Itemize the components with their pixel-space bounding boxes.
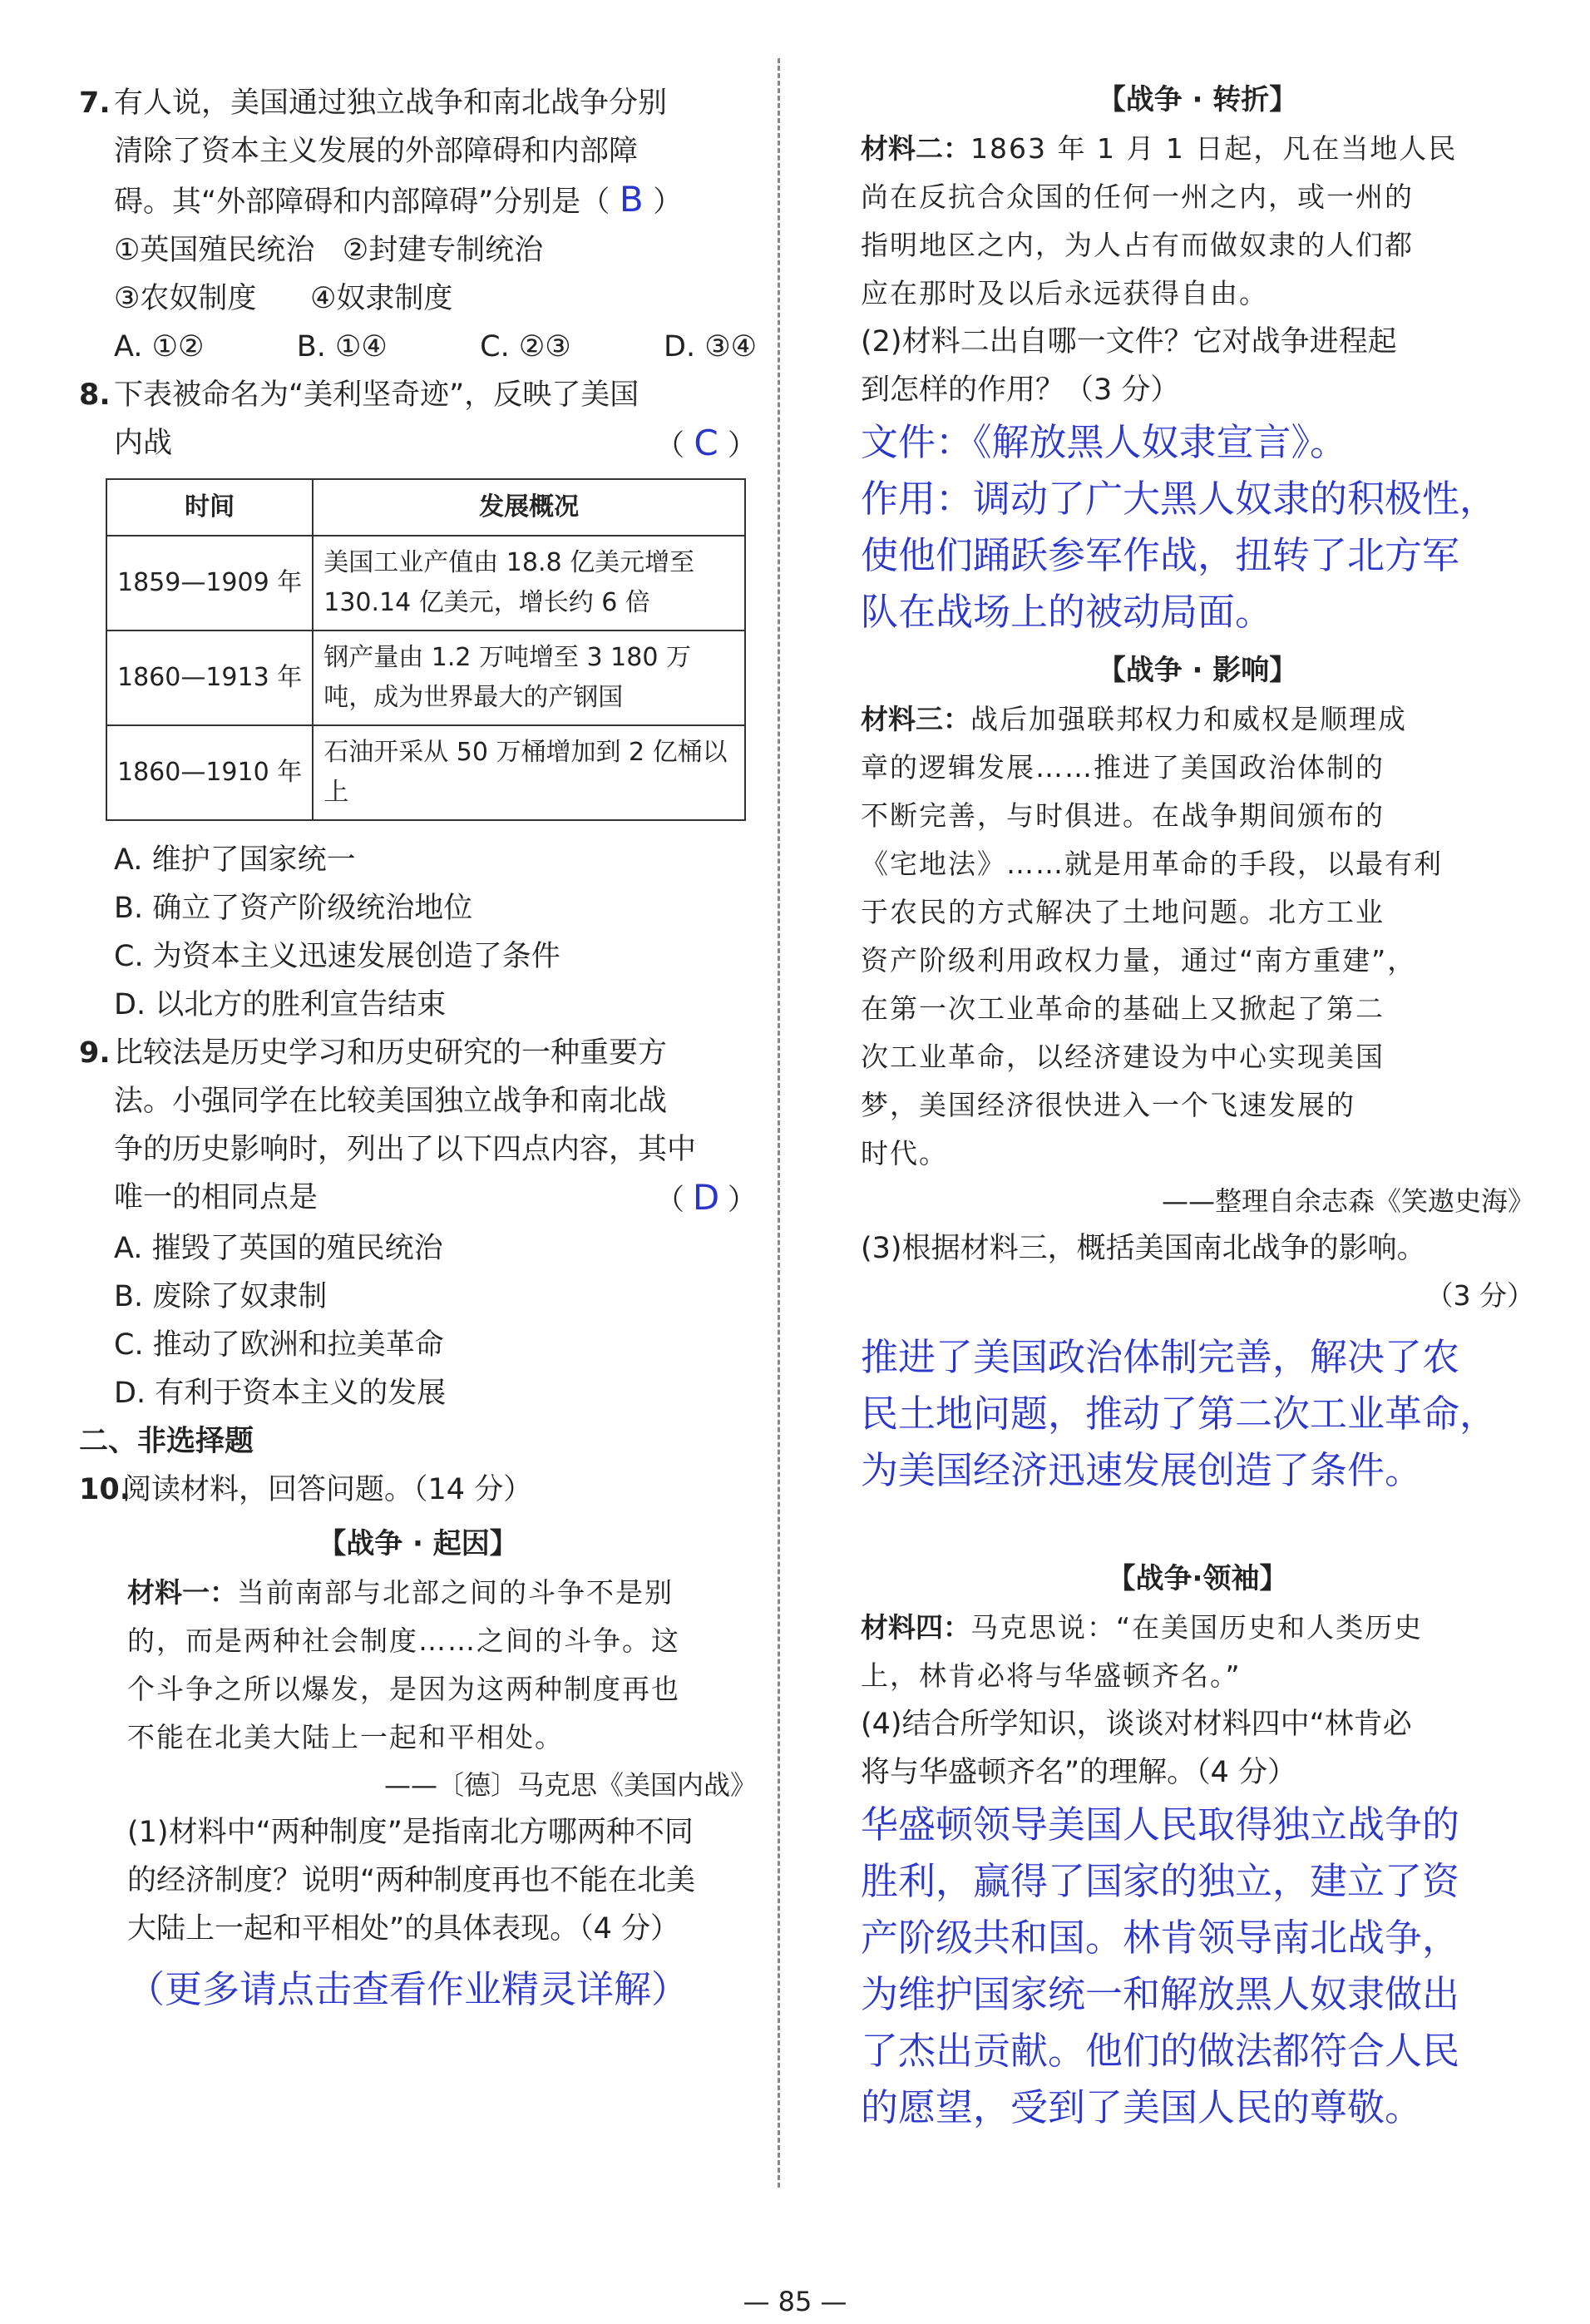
table-header: 时间	[106, 479, 313, 536]
question-10	[79, 1466, 757, 2018]
option-item: ③农奴制度	[114, 282, 257, 315]
option-item: ④奴隶制度	[310, 282, 453, 315]
question-number: 8.	[79, 378, 111, 412]
section-heading: 二、非选择题	[79, 1425, 254, 1458]
table-cell-time: 1860—1913 年	[106, 630, 313, 725]
paren: ）	[727, 429, 757, 462]
material-text	[861, 1604, 1534, 1652]
material-text-part: 战后加强联邦权力和威权是顺理成	[970, 703, 1407, 735]
handwritten-answer[interactable]: （更多请点击查看作业精灵详解）	[127, 1967, 689, 2011]
material-text: 资产阶级利用政权力量，通过“南方重建”，	[861, 944, 1417, 977]
question-text: 比较法是历史学习和历史研究的一种重要方	[114, 1036, 668, 1070]
handwritten-answer: 使他们踊跃参军作战，扭转了北方军	[861, 533, 1460, 577]
material-text: 指明地区之内，为人占有而做奴隶的人们都	[861, 229, 1414, 261]
choice-a: A. ①②	[114, 330, 205, 363]
material-text: 不能在北美大陆上一起和平相处。	[127, 1721, 564, 1753]
option-a: A. 维护了国家统一	[114, 843, 356, 877]
question-text-part: 碍。其“外部障碍和内部障碍”分别是（	[114, 185, 610, 219]
material-source: ——整理自余志森《笑遨史海》	[1161, 1185, 1534, 1217]
sub-question: 将与华盛顿齐名”的理解。（4 分）	[861, 1756, 1297, 1789]
material-text: 梦，美国经济很快进入一个飞速发展的	[861, 1089, 1355, 1121]
question-text: 争的历史影响时，列出了以下四点内容，其中	[114, 1133, 697, 1166]
question-text: 清除了资本主义发展的外部障碍和内部障	[114, 135, 639, 168]
handwritten-answer: D	[692, 1177, 720, 1218]
table-cell-desc: 美国工业产值由 18.8 亿美元增至 130.14 亿美元，增长约 6 倍	[313, 536, 745, 630]
sub-question: (4)结合所学知识，谈谈对材料四中“林肯必	[861, 1708, 1412, 1741]
sub-question: (1)材料中“两种制度”是指南北方哪两种不同	[127, 1816, 694, 1849]
material-text: 个斗争之所以爆发，是因为这两种制度再也	[127, 1673, 680, 1705]
question-text: 有人说，美国通过独立战争和南北战争分别	[114, 87, 668, 120]
option-b: B. 废除了奴隶制	[114, 1280, 328, 1313]
material-text: 《宅地法》……就是用革命的手段，以最有利	[861, 848, 1443, 880]
table-cell-time: 1859—1909 年	[106, 536, 313, 630]
table-cell-desc: 石油开采从 50 万桶增加到 2 亿桶以上	[313, 725, 745, 820]
option-d: D. 以北方的胜利宣告结束	[114, 988, 447, 1021]
material-heading: 【战争 · 转折】	[1097, 83, 1298, 116]
handwritten-answer: B	[619, 179, 644, 220]
material-label: 材料二：	[861, 132, 970, 165]
paren: （	[654, 1184, 684, 1217]
question-text-part: 内战	[114, 427, 173, 460]
material-text: 于农民的方式解决了土地问题。北方工业	[861, 896, 1385, 928]
material-heading: 【战争 · 起因】	[318, 1527, 518, 1560]
material-text-part: 1863 年 1 月 1 日起，凡在当地人民	[970, 132, 1458, 165]
material-label: 材料四：	[861, 1611, 970, 1644]
handwritten-answer: 为美国经济迅速发展创造了条件。	[861, 1448, 1423, 1492]
option-d: D. 有利于资本主义的发展	[114, 1377, 447, 1410]
table-row	[106, 630, 745, 725]
left-column	[79, 79, 757, 2018]
material-text: 应在那时及以后永远获得自由。	[861, 277, 1268, 309]
question-8	[79, 371, 757, 1029]
table-row	[106, 725, 745, 820]
option-a: A. 摧毁了英国的殖民统治	[114, 1232, 443, 1265]
table-header: 发展概况	[313, 479, 745, 536]
material-label: 材料三：	[861, 703, 970, 735]
option-row	[79, 226, 757, 274]
handwritten-answer: 了杰出贡献。他们的做法都符合人民	[861, 2029, 1460, 2073]
material-text	[861, 125, 1534, 173]
question-text	[79, 176, 757, 226]
handwritten-answer: 的愿望，受到了美国人民的尊敬。	[861, 2085, 1423, 2129]
question-text	[79, 419, 757, 470]
handwritten-answer: 作用：调动了广大黑人奴隶的积极性，	[861, 477, 1498, 521]
choice-d: D. ③④	[664, 330, 757, 363]
material-text: 时代。	[861, 1137, 948, 1169]
paren: ）	[727, 1184, 757, 1217]
material-text: 不断完善，与时俱进。在战争期间颁布的	[861, 799, 1385, 832]
handwritten-answer: 民土地问题，推动了第二次工业革命，	[861, 1392, 1498, 1436]
paren: （	[654, 429, 684, 462]
right-column	[861, 75, 1534, 2136]
handwritten-answer: C	[694, 423, 718, 463]
option-item: ①英国殖民统治	[114, 234, 315, 267]
sub-question: 的经济制度？说明“两种制度再也不能在北美	[127, 1864, 696, 1897]
choice-b: B. ①④	[296, 330, 388, 363]
material-text: 的，而是两种社会制度……之间的斗争。这	[127, 1624, 680, 1657]
material-text: 章的逻辑发展……推进了美国政治体制的	[861, 751, 1385, 784]
handwritten-answer: 产阶级共和国。林肯领导南北战争，	[861, 1916, 1460, 1960]
material-text: 在第一次工业革命的基础上又掀起了第二	[861, 992, 1385, 1025]
material-text: 尚在反抗合众国的任何一州之内，或一州的	[861, 180, 1414, 213]
table-row	[106, 536, 745, 630]
material-text-part: 马克思说：“在美国历史和人类历史	[970, 1611, 1424, 1644]
question-text: 法。小强同学在比较美国独立战争和南北战	[114, 1085, 668, 1118]
question-number: 10.	[79, 1473, 131, 1506]
material-1	[79, 1569, 757, 2018]
handwritten-answer: 华盛顿领导美国人民取得独立战争的	[861, 1802, 1460, 1847]
option-item: ②封建专制统治	[342, 234, 544, 267]
material-text: 次工业革命，以经济建设为中心实现美国	[861, 1041, 1385, 1073]
table-header-row	[106, 479, 745, 536]
question-text: 下表被命名为“美利坚奇迹”，反映了美国	[114, 378, 639, 412]
handwritten-answer: 为维护国家统一和解放黑人奴隶做出	[861, 1972, 1460, 2016]
material-label: 材料一：	[127, 1576, 237, 1609]
question-7	[79, 79, 757, 371]
data-table	[106, 478, 746, 821]
handwritten-answer: 文件：《解放黑人奴隶宣言》。	[861, 420, 1348, 464]
sub-question: (2)材料二出自哪一文件？它对战争进程起	[861, 325, 1397, 358]
question-text	[79, 1174, 757, 1224]
material-text: 上，林肯必将与华盛顿齐名。”	[861, 1659, 1242, 1692]
material-heading: 【战争 · 影响】	[1097, 654, 1298, 687]
material-text-part: 当前南部与北部之间的斗争不是别	[237, 1576, 674, 1609]
score: （3 分）	[1425, 1279, 1534, 1312]
sub-question: 大陆上一起和平相处”的具体表现。（4 分）	[127, 1912, 680, 1946]
sub-question: (3)根据材料三，概括美国南北战争的影响。	[861, 1232, 1426, 1265]
option-row	[79, 274, 757, 323]
table-cell-time: 1860—1910 年	[106, 725, 313, 820]
handwritten-answer: 胜利，赢得了国家的独立，建立了资	[861, 1859, 1460, 1903]
option-c: C. 为资本主义迅速发展创造了条件	[114, 940, 560, 973]
handwritten-answer: 推进了美国政治体制完善，解决了农	[861, 1335, 1460, 1379]
handwritten-answer: 队在战场上的被动局面。	[861, 590, 1273, 634]
question-text-part: 唯一的相同点是	[114, 1181, 318, 1214]
option-b: B. 确立了资产阶级统治地位	[114, 892, 473, 925]
question-number: 9.	[79, 1036, 111, 1070]
page-number: — 85 —	[743, 2286, 847, 2317]
sub-question: 到怎样的作用？（3 分）	[861, 373, 1180, 407]
table-cell-desc: 钢产量由 1.2 万吨增至 3 180 万吨，成为世界最大的产钢国	[313, 630, 745, 725]
paren: ）	[653, 185, 683, 219]
material-heading: 【战争·领袖】	[1107, 1562, 1288, 1595]
material-source: ——〔德〕马克思《美国内战》	[383, 1769, 757, 1801]
choice-c: C. ②③	[480, 330, 571, 363]
question-9	[79, 1029, 757, 1417]
choice-row	[79, 323, 757, 371]
material-text	[861, 695, 1534, 744]
column-divider	[778, 58, 780, 2188]
material-text	[127, 1569, 757, 1617]
question-text: 阅读材料，回答问题。（14 分）	[122, 1473, 533, 1506]
option-c: C. 推动了欧洲和拉美革命	[114, 1328, 444, 1362]
question-number: 7.	[79, 87, 111, 120]
